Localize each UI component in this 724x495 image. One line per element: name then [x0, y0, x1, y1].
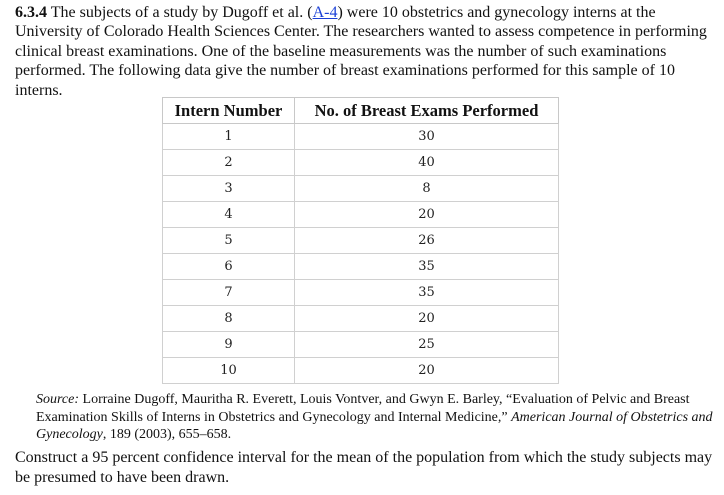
exam-count-cell: 20: [295, 358, 559, 384]
table-row: [163, 228, 559, 254]
source-label: Source:: [36, 392, 80, 407]
exam-count-cell: 25: [295, 332, 559, 358]
source-volume-pages: , 189 (2003), 655–658.: [102, 427, 232, 442]
source-citation: [36, 391, 716, 444]
intern-number-cell: 2: [163, 150, 295, 176]
exam-count-cell: 40: [295, 150, 559, 176]
problem-number: 6.3.4: [15, 4, 47, 21]
intern-number-cell: 4: [163, 202, 295, 228]
table-header-row: [163, 98, 559, 124]
table-row: [163, 254, 559, 280]
exam-count-cell: 30: [295, 124, 559, 150]
intern-number-cell: 7: [163, 280, 295, 306]
table-row: [163, 332, 559, 358]
table-row: [163, 176, 559, 202]
table-row: [163, 280, 559, 306]
source-journal: American Journal of Obstetrics and Gynecology: [36, 409, 713, 442]
table-row: [163, 150, 559, 176]
reference-link-a4[interactable]: A-4: [312, 4, 338, 21]
intern-number-cell: 1: [163, 124, 295, 150]
table-row: [163, 358, 559, 384]
intern-number-cell: 8: [163, 306, 295, 332]
exam-count-cell: 35: [295, 254, 559, 280]
problem-statement: [15, 3, 715, 100]
intro-text-start: The subjects of a study by Dugoff et al. (: [47, 4, 313, 21]
intern-number-cell: 9: [163, 332, 295, 358]
table-row: [163, 306, 559, 332]
table-row: [163, 202, 559, 228]
question-text: Construct a 95 percent confidence interval for the mean of the population from which the study subjects may be presumed to have been drawn.: [15, 449, 713, 486]
header-intern-number: Intern Number: [163, 98, 295, 124]
intern-number-cell: 6: [163, 254, 295, 280]
intro-text-end: ) were 10 obstetrics and gynecology interns at the University of Colorado Health Sciences Center. The researchers wanted to assess competence in performing clinical breast examinations. One of the baseline measurements was the number of such examinations performed. The following data give the number of breast examinations performed for this sample of 10 interns.: [15, 4, 707, 99]
exam-count-cell: 8: [295, 176, 559, 202]
header-exams-performed: No. of Breast Exams Performed: [295, 98, 559, 124]
exam-count-cell: 26: [295, 228, 559, 254]
exam-count-cell: 20: [295, 202, 559, 228]
exam-count-cell: 20: [295, 306, 559, 332]
table-row: [163, 124, 559, 150]
intern-number-cell: 5: [163, 228, 295, 254]
exam-count-cell: 35: [295, 280, 559, 306]
intern-number-cell: 3: [163, 176, 295, 202]
intern-number-cell: 10: [163, 358, 295, 384]
exam-data-table: [162, 97, 559, 384]
source-authors-title: Lorraine Dugoff, Mauritha R. Everett, Louis Vontver, and Gwyn E. Barley, “Evaluation of Pelvic and Breast Examination Skills of Interns in Obstetrics and Gynecology and Internal Medicine,”: [36, 392, 690, 425]
